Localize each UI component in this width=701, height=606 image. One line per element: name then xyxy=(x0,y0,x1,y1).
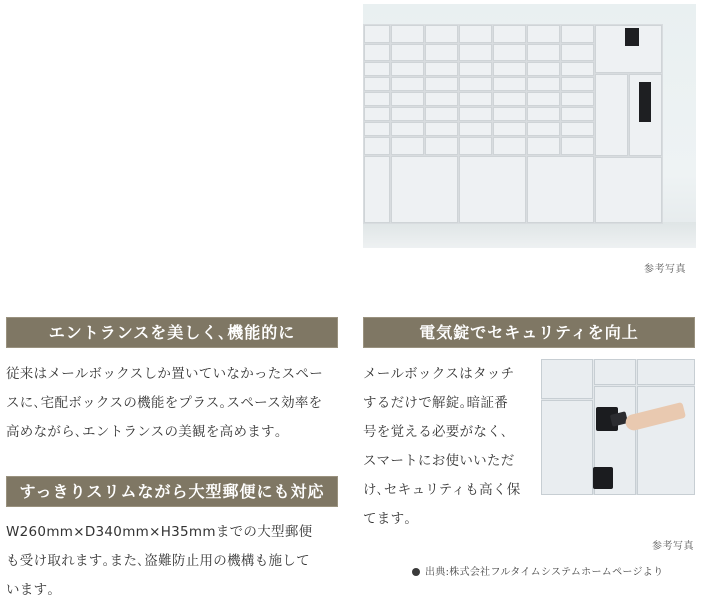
touch-key-photo xyxy=(541,359,695,495)
photo-floor xyxy=(363,222,696,248)
paragraph-line: け､セキュリティも高く保 xyxy=(363,482,521,498)
locker-cabinet xyxy=(363,24,663,224)
paragraph-line: います｡ xyxy=(6,582,55,598)
paragraph-line: するだけで解錠｡暗証番 xyxy=(363,395,509,411)
paragraph-line: も受け取れます｡また､盗難防止用の機構も施して xyxy=(6,553,310,569)
source-text: 出典:株式会社フルタイムシステムホームページより xyxy=(425,567,664,578)
locker-photo xyxy=(363,4,696,248)
electric-lock-paragraph xyxy=(363,360,538,534)
paragraph-line: 従来はメールボックスしか置いていなかったスペー xyxy=(6,366,323,382)
control-panel xyxy=(639,82,651,122)
bullet-icon xyxy=(412,568,420,576)
touch-photo-caption: 参考写真 xyxy=(652,541,694,552)
top-photo-caption: 参考写真 xyxy=(644,264,686,275)
paragraph-line: W260mm×D340mm×H35mmまでの大型郵便 xyxy=(6,524,313,540)
large-mail-paragraph xyxy=(6,518,346,605)
paragraph-line: スに､宅配ボックスの機能をプラス｡スペース効率を xyxy=(6,395,323,411)
paragraph-line: メールボックスはタッチ xyxy=(363,366,515,382)
source-credit xyxy=(412,563,663,578)
paragraph-line: 高めながら､エントランスの美観を高めます｡ xyxy=(6,424,282,440)
paragraph-line: スマートにお使いいただ xyxy=(363,453,515,469)
intercom-panel xyxy=(625,28,639,46)
heading-entrance: エントランスを美しく､機能的に xyxy=(6,317,338,348)
heading-electric-lock: 電気錠でセキュリティを向上 xyxy=(363,317,695,348)
heading-large-mail: すっきりスリムながら大型郵便にも対応 xyxy=(6,476,338,507)
paragraph-line: てます｡ xyxy=(363,511,412,527)
entrance-paragraph xyxy=(6,360,346,447)
paragraph-line: 号を覚える必要がなく､ xyxy=(363,424,509,440)
key-panel xyxy=(593,467,613,489)
